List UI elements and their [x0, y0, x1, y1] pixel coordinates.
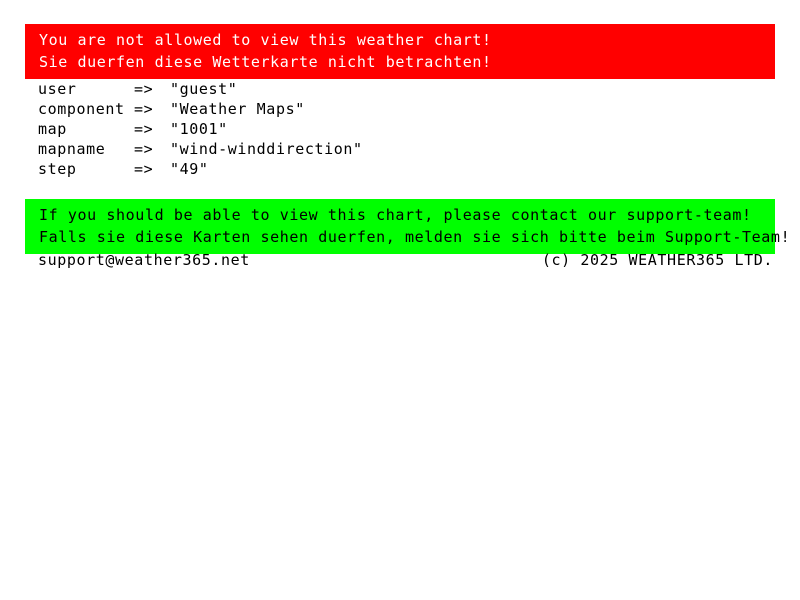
error-banner [25, 24, 775, 79]
field-arrow: => [134, 80, 154, 98]
field-value: "1001" [170, 120, 228, 138]
field-key: component [38, 100, 125, 118]
field-value: "Weather Maps" [170, 100, 305, 118]
error-banner-line-de: Sie duerfen diese Wetterkarte nicht betrachten! [39, 53, 492, 71]
list-item [38, 99, 363, 119]
field-key: mapname [38, 140, 106, 158]
field-arrow: => [134, 120, 154, 138]
list-item [38, 159, 363, 179]
field-key: step [38, 160, 77, 178]
field-value: "guest" [170, 80, 238, 98]
support-email[interactable]: support@weather365.net [38, 251, 250, 269]
field-key: map [38, 120, 67, 138]
support-banner-line-de: Falls sie diese Karten sehen duerfen, melden sie sich bitte beim Support-Team! [39, 228, 791, 246]
list-item [38, 139, 363, 159]
field-key: user [38, 80, 77, 98]
support-banner-line-en: If you should be able to view this chart, please contact our support-team! [39, 206, 752, 224]
support-banner [25, 199, 791, 254]
field-arrow: => [134, 140, 154, 158]
field-arrow: => [134, 100, 154, 118]
field-value: "wind-winddirection" [170, 140, 363, 158]
footer [38, 250, 773, 270]
list-item [38, 119, 363, 139]
field-value: "49" [170, 160, 209, 178]
copyright-notice: (c) 2025 WEATHER365 LTD. [541, 251, 773, 269]
error-banner-line-en: You are not allowed to view this weather chart! [39, 31, 492, 49]
request-details-list [38, 79, 363, 179]
field-arrow: => [134, 160, 154, 178]
list-item [38, 79, 363, 99]
